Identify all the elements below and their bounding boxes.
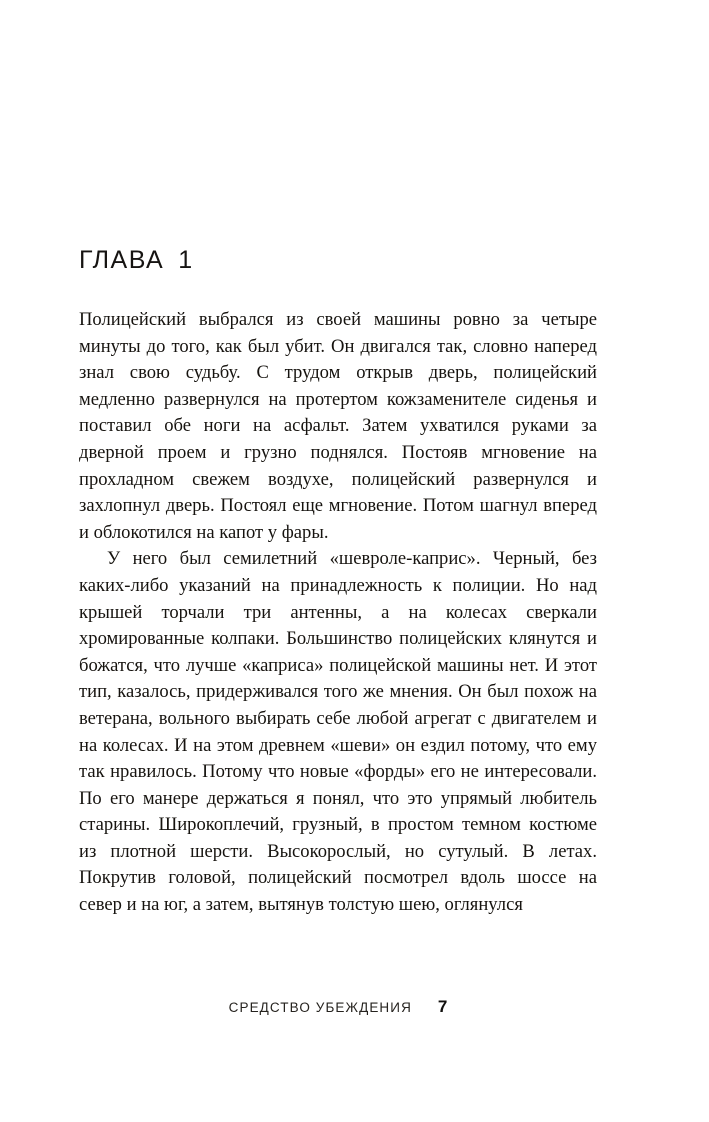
page-footer — [79, 997, 597, 1017]
paragraph: У него был семилетний «шевроле-каприс». Черный, без каких-либо указаний на принадлежность к полиции. Но над крышей торчали три антенны, а на колесах сверкали хромированные колпаки. Большинство полицейских клянутся и божатся, что лучше «каприса» полицейской машины нет. И этот тип, казалось, придерживался того же мнения. Он был похож на ветерана, вольного выбирать себе любой агрегат с двигателем и на колесах. И на этом древнем «шеви» он ездил потому, что ему так нравилось. Потому что новые «форды» его не интересовали. По его манере держаться я понял, что это упрямый любитель старины. Широкоплечий, грузный, в простом темном костюме из плотной шерсти. Высокорослый, но сутулый. В летах. Покрутив головой, полицейский посмотрел вдоль шоссе на север и на юг, а затем, вытянув толстую шею, оглянулся — [79, 548, 597, 916]
page-content — [79, 248, 597, 919]
paragraph: Полицейский выбрался из своей машины ровно за четыре минуты до того, как был убит. Он двигался так, словно наперед знал свою судьбу. С трудом открыв дверь, полицейский медленно развернулся на протертом кожзаменителе сиденья и поставил обе ноги на асфальт. Затем ухватился руками за дверной проем и грузно поднялся. Постояв мгновение на прохладном свежем воздухе, полицейский развернулся и захлопнул дверь. Постоял еще мгновение. Потом шагнул вперед и облокотился на капот у фары. — [79, 309, 597, 543]
page-number: 7 — [437, 997, 448, 1016]
chapter-heading — [79, 248, 597, 273]
chapter-label: ГЛАВА — [79, 246, 165, 274]
body-text — [79, 307, 597, 919]
chapter-number: 1 — [178, 246, 194, 274]
running-title: СРЕДСТВО УБЕЖДЕНИЯ — [228, 1000, 412, 1015]
